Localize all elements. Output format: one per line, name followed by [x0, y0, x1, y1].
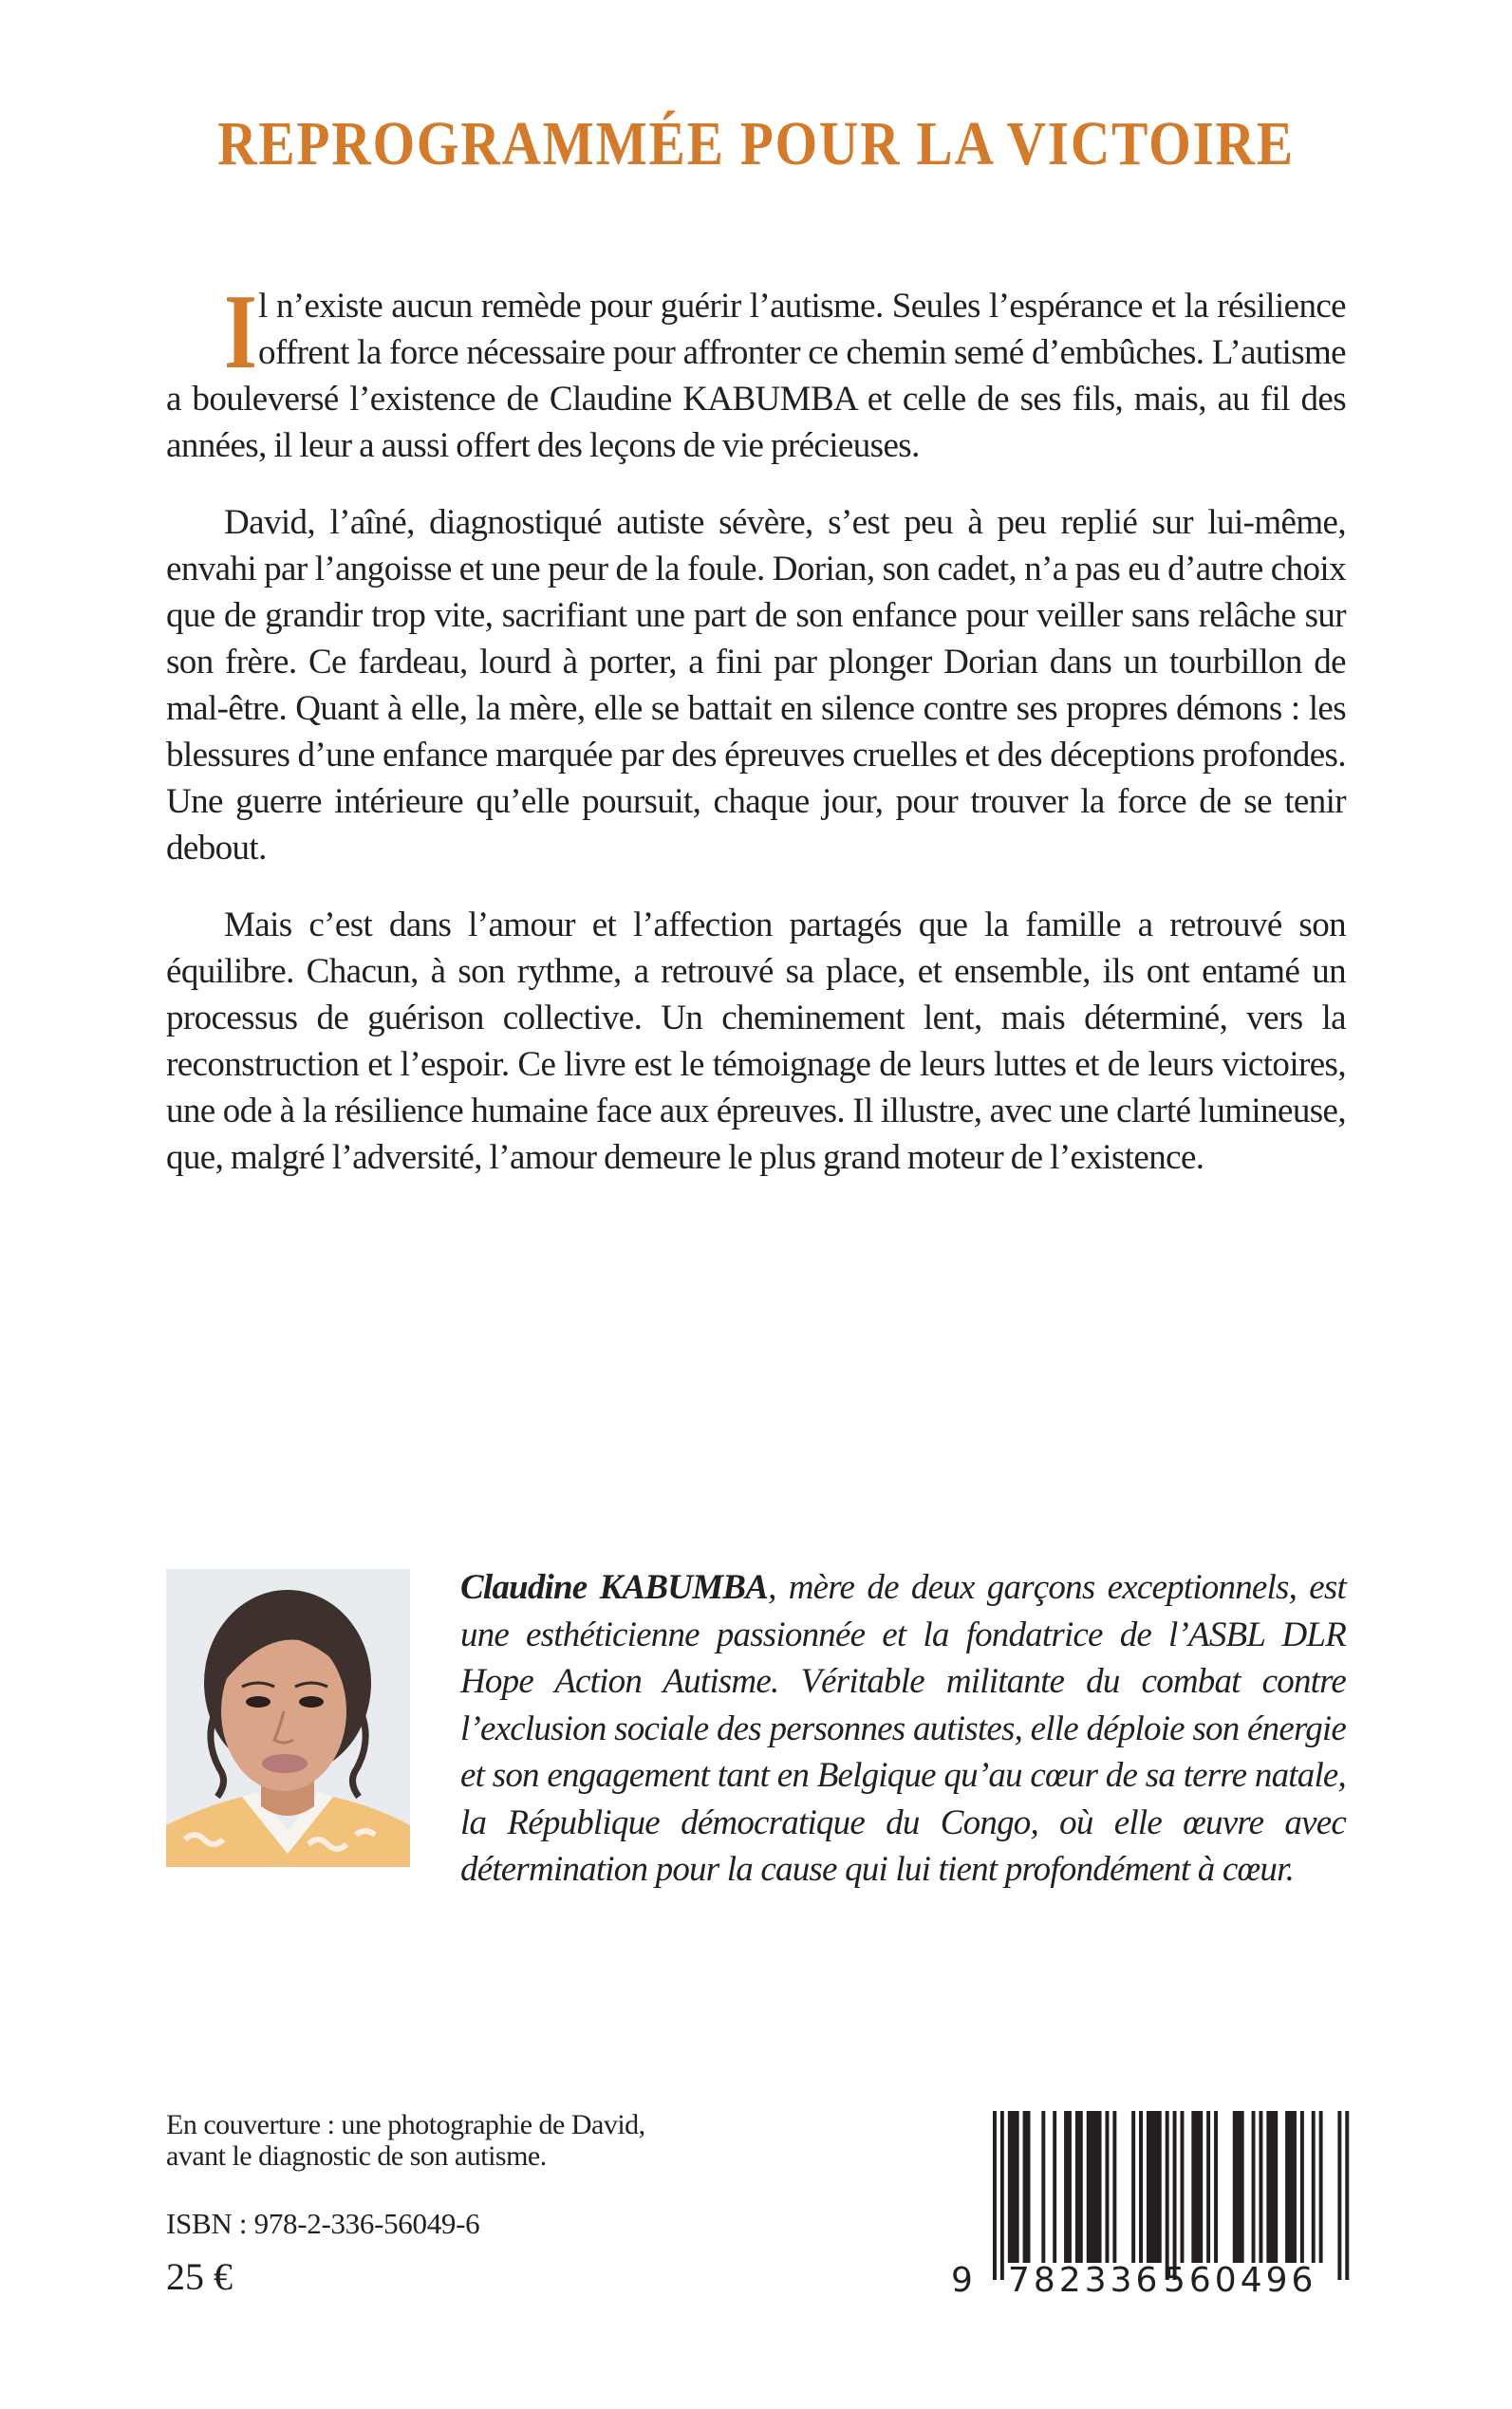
back-cover-blurb	[166, 273, 1346, 1211]
barcode-bar	[1233, 2111, 1244, 2263]
barcode-bar	[1319, 2111, 1323, 2263]
barcode-bar	[1181, 2111, 1185, 2263]
barcode-bar	[1214, 2111, 1218, 2263]
barcode-left-digits: 782336	[1008, 2261, 1162, 2300]
author-photo	[166, 1569, 410, 1867]
barcode-bar	[1106, 2111, 1110, 2263]
barcode-bar	[1008, 2111, 1019, 2263]
barcode-bar	[1131, 2111, 1135, 2263]
barcode-guard-bar	[993, 2111, 997, 2280]
cover-photo-credit: En couverture : une photographie de David, avant le diagnostic de son autisme.	[166, 2109, 645, 2172]
barcode-guard-bar	[1166, 2111, 1169, 2280]
barcode-bar	[1041, 2111, 1045, 2263]
barcode-guard-bar	[1337, 2111, 1341, 2280]
barcode-bar	[1112, 2111, 1116, 2263]
book-title: REPROGRAMMÉE POUR LA VICTOIRE	[217, 109, 1295, 178]
isbn: ISBN : 978-2-336-56049-6	[166, 2207, 480, 2240]
barcode-right-digits: 560496	[1164, 2261, 1317, 2300]
barcode-bar	[1075, 2111, 1083, 2263]
barcode-bar	[1139, 2111, 1143, 2263]
author-portrait-image	[166, 1569, 410, 1867]
barcode-bar	[1191, 2111, 1203, 2263]
barcode-bar	[1285, 2111, 1297, 2263]
barcode-bar	[1266, 2111, 1278, 2263]
barcode-guard-bar	[1000, 2111, 1004, 2280]
barcode-bar	[1064, 2111, 1072, 2263]
barcode-lead-digit: 9	[951, 2261, 973, 2300]
blurb-paragraph-1: Il n’existe aucun remède pour guérir l’autisme. Seules l’espérance et la résilience offrent la force nécessaire pour affronter ce chemin semé d’embûches. L’autisme a bouleversé l’existence de Claudine KABUMBA et celle de ses fils, mais, au fil des années, il leur a aussi offert des leçons de vie précieuses.	[166, 273, 1346, 465]
barcode-bar	[1300, 2111, 1304, 2263]
barcode-bar	[1087, 2111, 1102, 2263]
blurb-paragraph-2: David, l’aîné, diagnostiqué autiste sévère, s’est peu à peu replié sur lui-même, envahi par l’angoisse et une peur de la foule. Dorian, son cadet, n’a pas eu d’autre choix que de grandir trop vite, sacrifiant une part de son enfance pour veiller sans relâche sur son frère. Ce fardeau, lourd à porter, a fini par plonger Dorian dans un tourbillon de mal-être. Quant à elle, la mère, elle se battait en silence contre ses propres démons : les blessures d’une enfance marquée par des épreuves cruelles et des déceptions profondes. Une guerre intérieure qu’elle poursuit, chaque jour, pour trouver la force de se tenir debout.	[166, 503, 1346, 868]
author-bio: Claudine KABUMBA, mère de deux garçons exceptionnels, est une esthéticienne passionnée et la fondatrice de l’ASBL DLR Hope Action Autisme. Véritable militante du combat contre l’exclusion sociale des personnes autistes, elle déploie son énergie et son engagement tant en Belgique qu’au cœur de sa terre natale, la République démocratique du Congo, où elle œuvre avec détermination pour la cause qui lui tient profondément à cœur.	[460, 1568, 1346, 1889]
barcode-bar	[1023, 2111, 1031, 2263]
author-name: Claudine KABUMBA	[460, 1568, 769, 1607]
barcode-bar	[1252, 2111, 1256, 2263]
barcode-bar	[1147, 2111, 1162, 2263]
author-bio-section	[166, 1564, 1346, 1894]
barcode-guard-bar	[1345, 2111, 1349, 2280]
barcode-bar	[1312, 2111, 1316, 2263]
barcode-bar	[1053, 2111, 1056, 2263]
price: 25 €	[166, 2255, 233, 2298]
barcode-bar	[1259, 2111, 1262, 2263]
barcode-guard-bar	[1173, 2111, 1177, 2280]
drop-cap: I	[224, 273, 257, 391]
barcode-bar	[1206, 2111, 1210, 2263]
blurb-paragraph-3: Mais c’est dans l’amour et l’affection partagés que la famille a retrouvé son équilibre. Chacun, à son rythme, a retrouvé sa place, et ensemble, ils ont entamé un processus de guérison collective. Un cheminement lent, mais déterminé, vers la reconstruction et l’espoir. Ce livre est le témoignage de leurs luttes et de leurs victoires, une ode à la résilience humaine face aux épreuves. Il illustre, avec une clarté lumineuse, que, malgré l’adversité, l’amour demeure le plus grand moteur de l’existence.	[166, 906, 1346, 1177]
